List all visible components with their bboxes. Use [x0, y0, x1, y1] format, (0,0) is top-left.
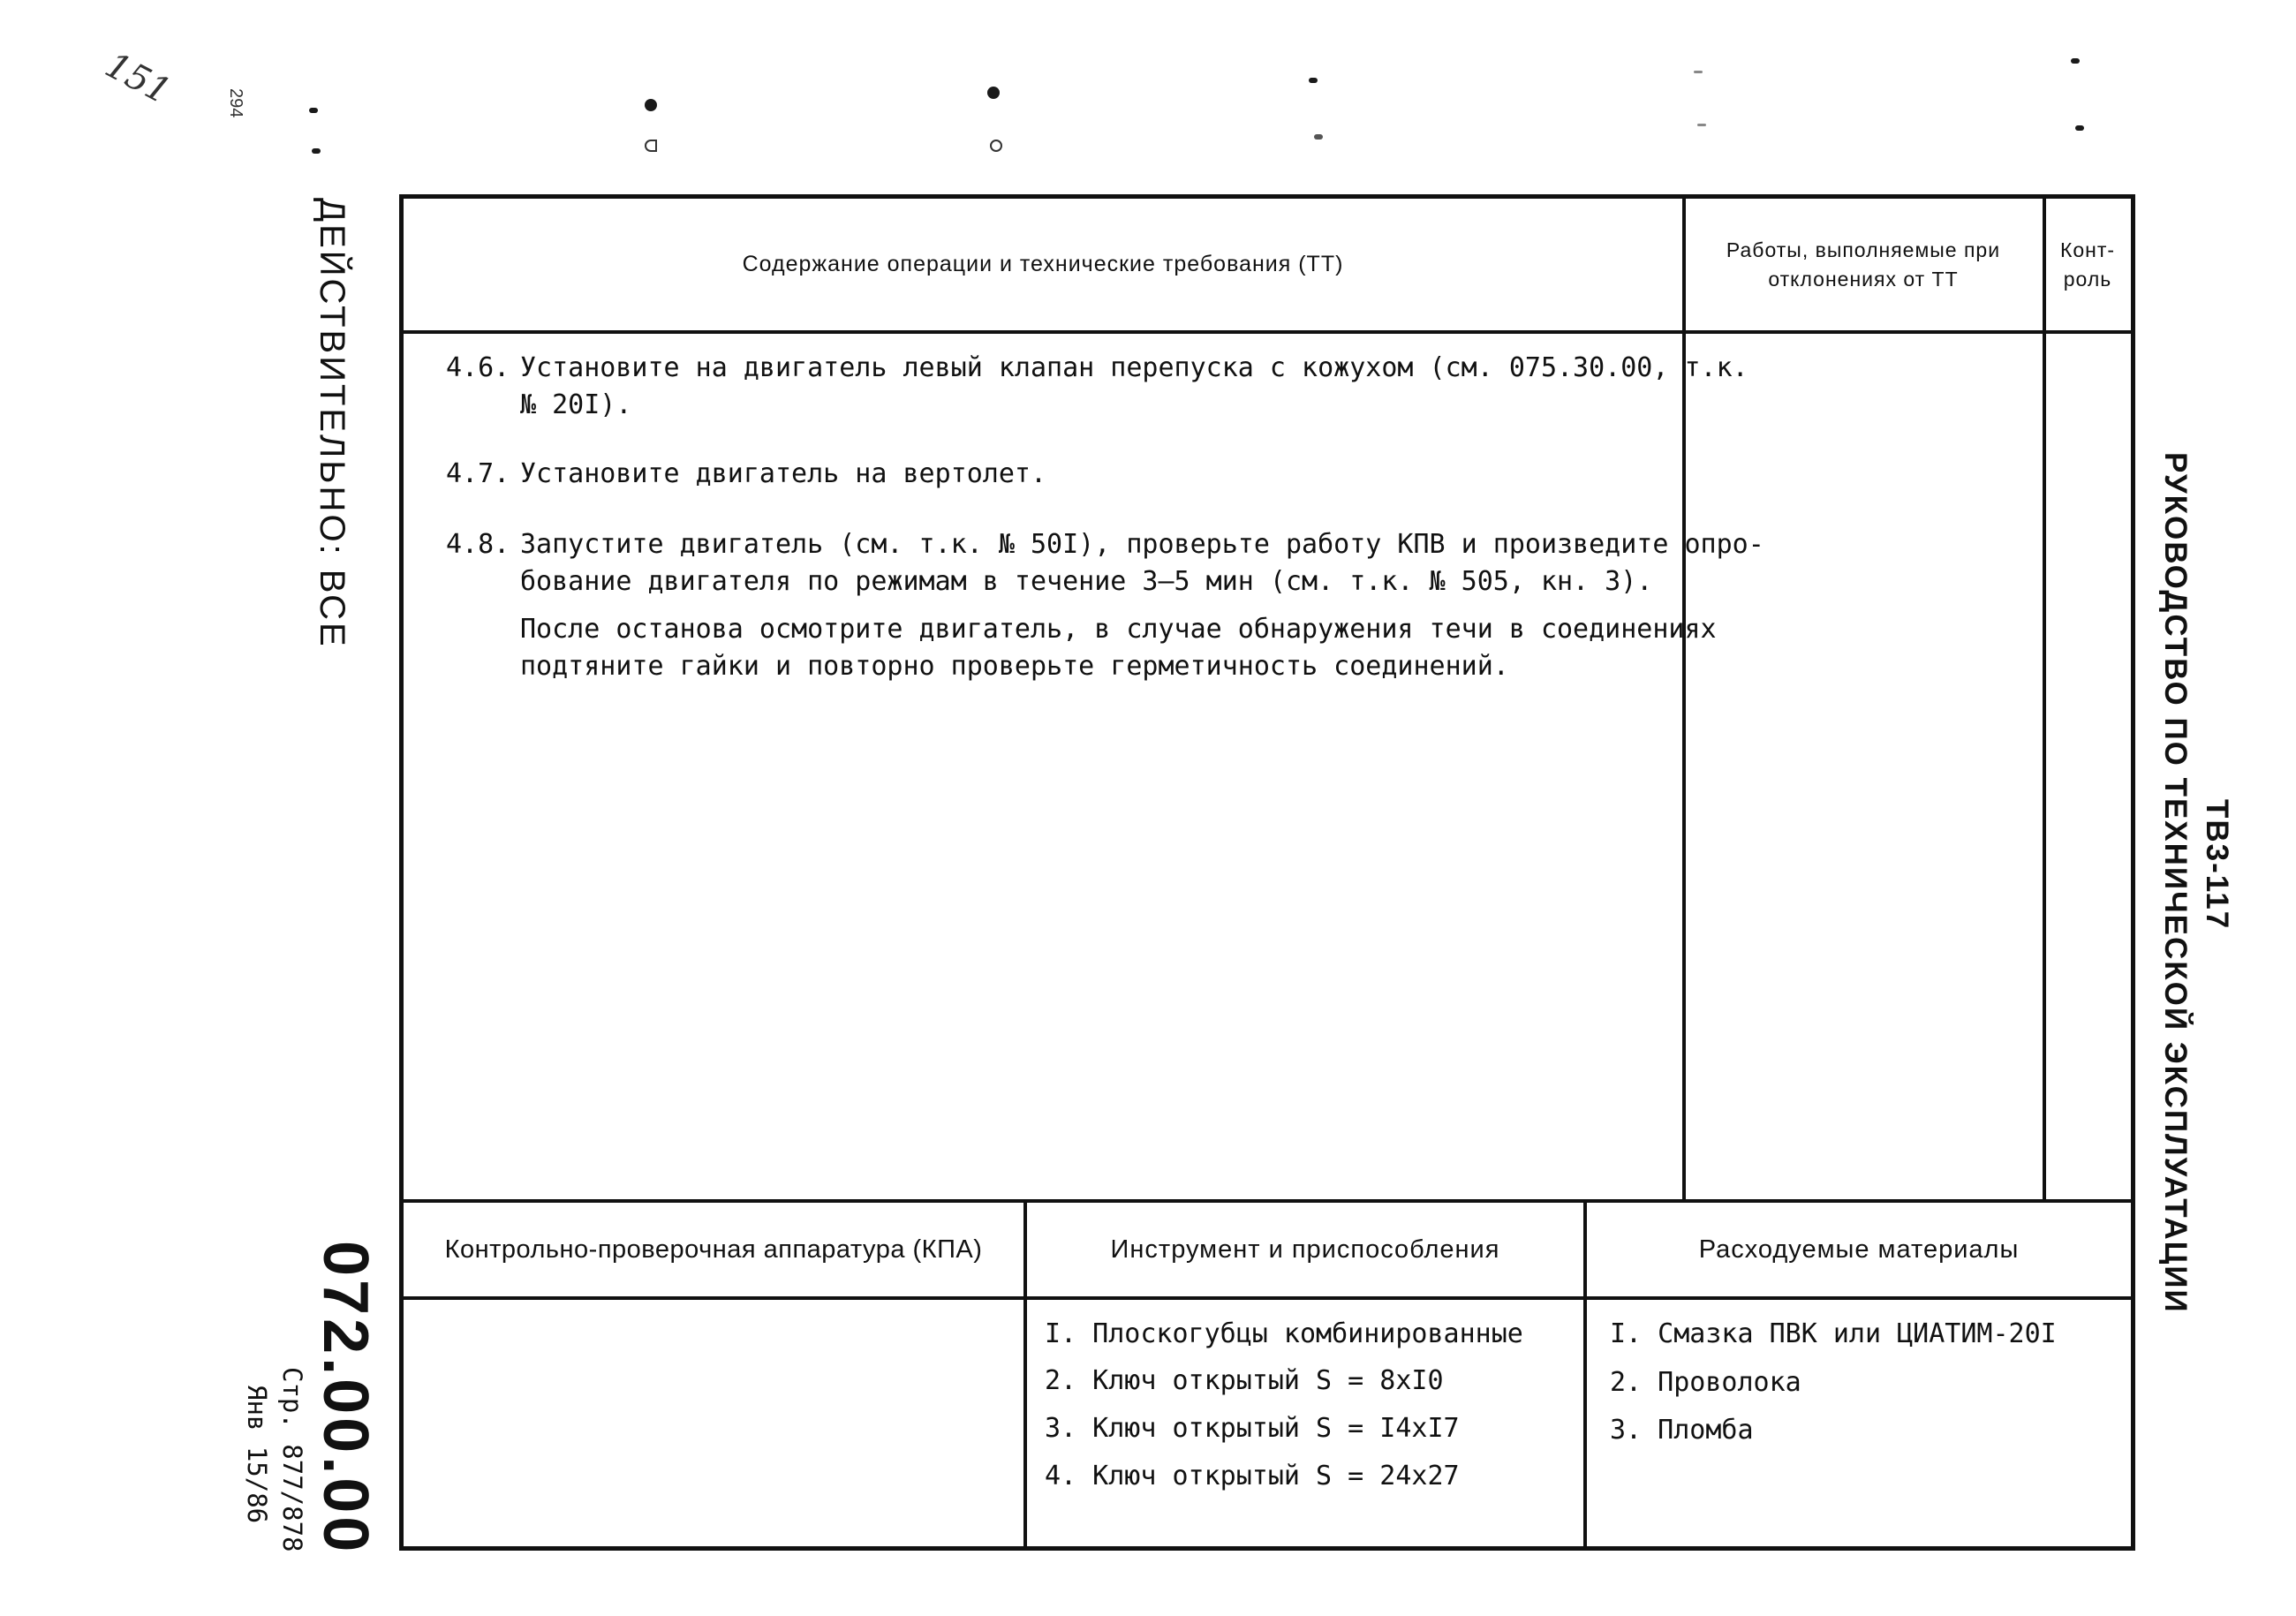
- header-content: Содержание операции и технические требования (ТТ): [742, 252, 1344, 276]
- punch-hole: [1314, 134, 1323, 140]
- header-divider: [399, 330, 2135, 334]
- validity-label: ДЕЙСТВИТЕЛЬНО: ВСЕ: [313, 198, 351, 649]
- manual-title: РУКОВОДСТВО ПО ТЕХНИЧЕСКОЙ ЭКСПЛУАТАЦИИ: [2158, 452, 2193, 1314]
- step-4-8: [446, 526, 1764, 600]
- step-text: Установите двигатель на вертолет.: [520, 458, 1047, 489]
- bottom-header-divider: [399, 1296, 2135, 1300]
- page-number: Стр. 877/878: [277, 1367, 307, 1552]
- header-materials: Расходуемые материалы: [1698, 1235, 2020, 1264]
- revision-date: Янв 15/86: [242, 1385, 272, 1524]
- punch-hole: [1309, 78, 1318, 83]
- tool-item: 2. Ключ открытый S = 8xI0: [1045, 1365, 1444, 1396]
- tool-item: 4. Ключ открытый S = 24x27: [1045, 1461, 1460, 1491]
- tool-item: I. Плоскогубцы комбинированные: [1045, 1318, 1523, 1349]
- step-text: № 20I).: [520, 389, 632, 420]
- note-line: После останова осмотрите двигатель, в случае обнаружения течи в соединениях: [520, 614, 1717, 645]
- material-item: I. Смазка ПВК или ЦИАТИМ-20I: [1610, 1318, 2057, 1349]
- handwritten-mark: 151: [98, 44, 177, 113]
- material-item: 3. Пломба: [1610, 1415, 1754, 1446]
- punch-hole: [645, 140, 657, 152]
- document-code: 072.00.00: [310, 1241, 381, 1556]
- punch-hole: [1697, 124, 1706, 126]
- punch-hole: [990, 140, 1002, 152]
- header-kpa: Контрольно-проверочная аппаратура (КПА): [444, 1235, 983, 1264]
- punch-hole: [309, 108, 318, 113]
- header-deviations: Работы, выполняемые при отклонениях от ТТ: [1726, 238, 2001, 291]
- material-item: 2. Проволока: [1610, 1367, 1801, 1398]
- punch-hole: [2071, 58, 2080, 64]
- page-mark: 294: [226, 88, 245, 118]
- tool-item: 3. Ключ открытый S = I4xI7: [1045, 1413, 1460, 1444]
- step-text: Установите на двигатель левый клапан перепуска с кожухом (см. 075.30.00, т.к.: [520, 352, 1748, 383]
- punch-hole: [987, 87, 1000, 99]
- column-divider: [2043, 194, 2046, 1201]
- step-number: 4.6.: [446, 352, 510, 383]
- engine-model: ТВ3-117: [2200, 799, 2234, 931]
- punch-hole: [1694, 71, 1703, 73]
- step-4-6: [446, 350, 1748, 424]
- punch-hole: [2075, 125, 2084, 131]
- step-text: Запустите двигатель (см. т.к. № 50I), проверьте работу КПВ и произведите опро-: [520, 529, 1764, 560]
- note-line: подтяните гайки и повторно проверьте герметичность соединений.: [520, 651, 1509, 682]
- header-tools: Инструмент и приспособления: [1110, 1235, 1500, 1264]
- punch-hole: [312, 148, 321, 154]
- step-number: 4.7.: [446, 458, 510, 489]
- step-note: [520, 611, 1717, 685]
- punch-hole: [645, 99, 657, 111]
- header-control: Конт-роль: [2059, 238, 2116, 291]
- step-number: 4.8.: [446, 529, 510, 560]
- column-divider: [1682, 194, 1686, 1201]
- step-4-7: [446, 456, 1046, 493]
- step-text: бование двигателя по режимам в течение 3–5 мин (см. т.к. № 505, кн. 3).: [520, 566, 1653, 597]
